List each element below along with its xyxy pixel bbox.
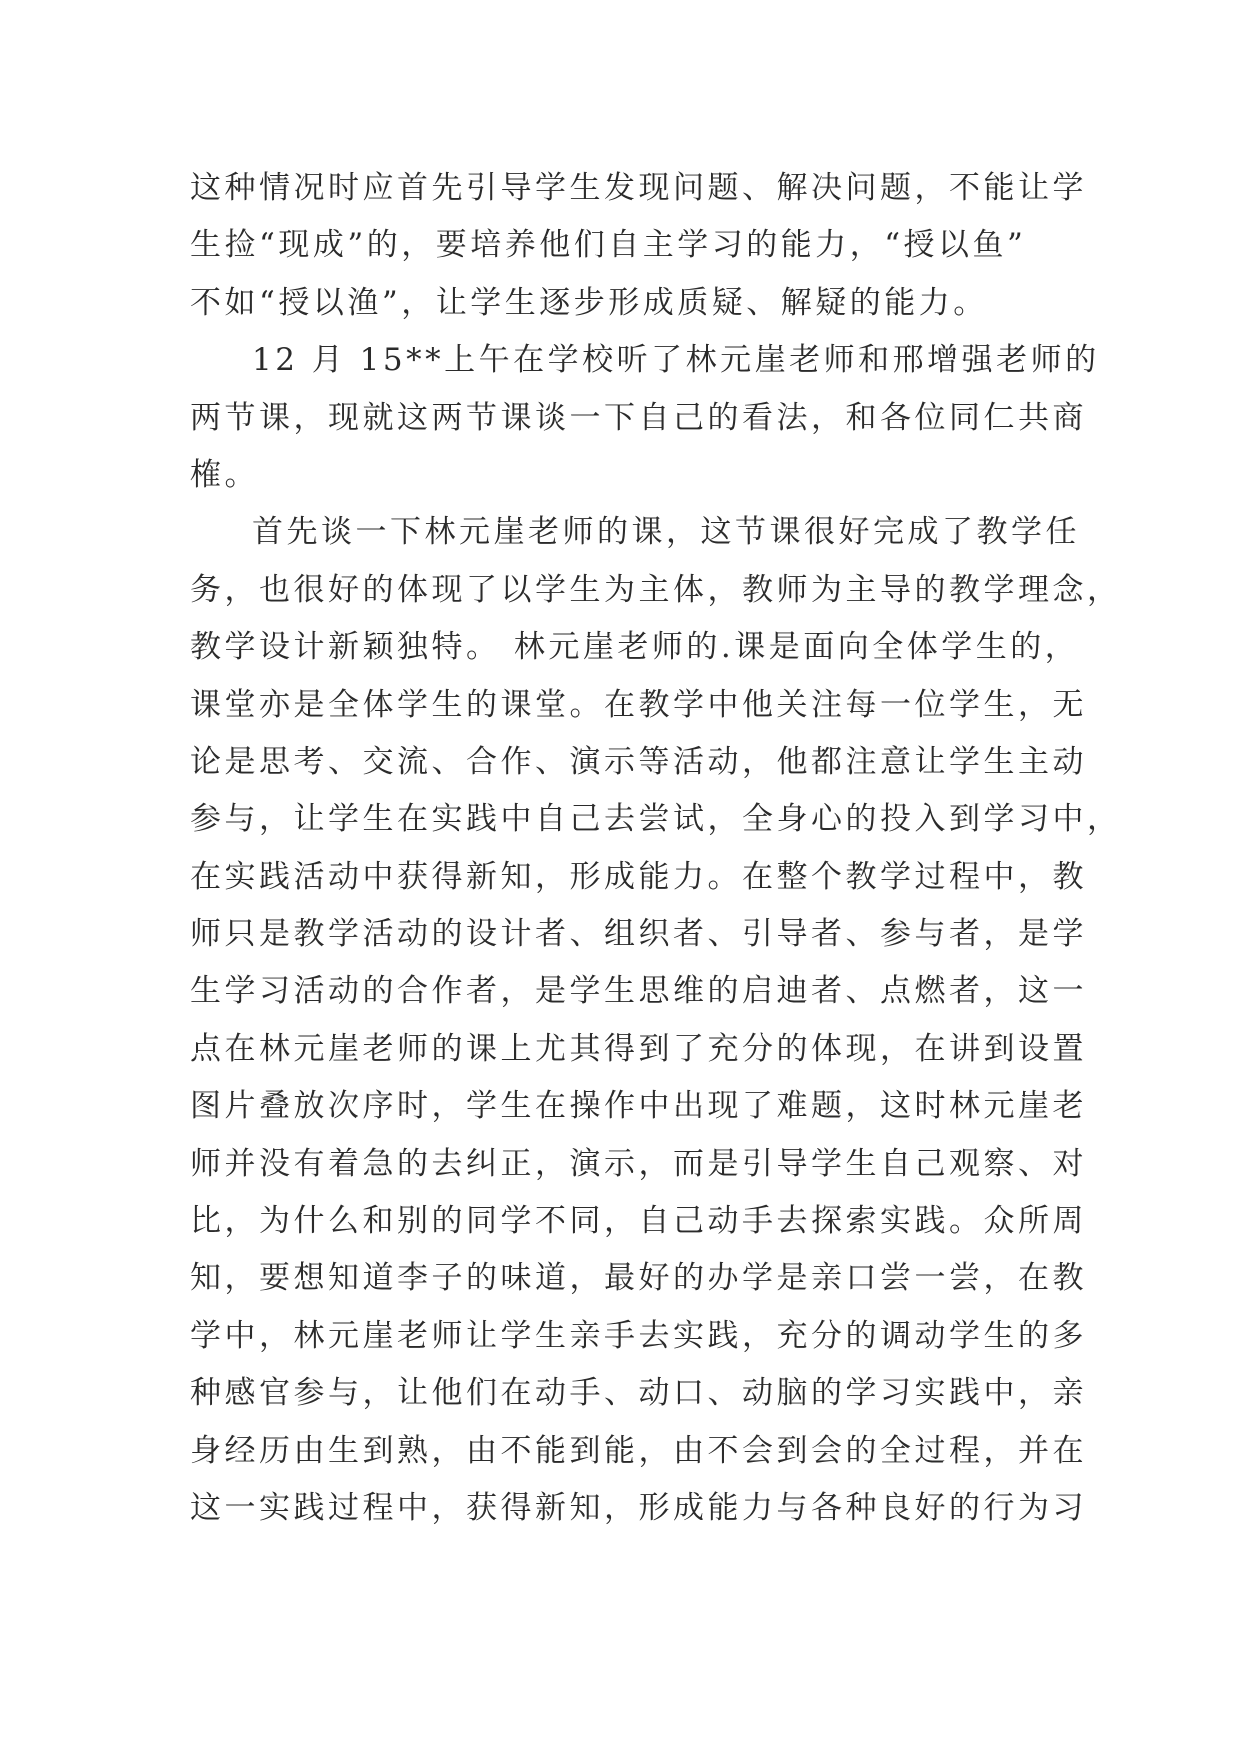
text-line: 这种情况时应首先引导学生发现问题、解决问题，不能让学	[190, 170, 1087, 206]
text-line: 不如“授以渔”，让学生逐步形成质疑、解疑的能力。	[190, 284, 988, 321]
text-line: 生学习活动的合作者，是学生思维的启迪者、点燃者，这一	[190, 973, 1087, 1010]
text-line: 务，也很好的体现了以学生为主体，教师为主导的教学理念，	[190, 571, 1122, 608]
paragraph-start-line: 首先谈一下林元崖老师的课，这节课很好完成了教学任	[252, 514, 1080, 551]
text-line: 师只是教学活动的设计者、组织者、引导者、参与者，是学	[190, 916, 1087, 953]
paragraph-start-line: 12 月 15**上午在学校听了林元崖老师和邢增强老师的	[252, 342, 1100, 379]
text-line: 参与，让学生在实践中自己去尝试，全身心的投入到学习中，	[190, 801, 1122, 838]
text-line: 两节课，现就这两节课谈一下自己的看法，和各位同仁共商	[190, 399, 1087, 436]
text-line: 学中，林元崖老师让学生亲手去实践，充分的调动学生的多	[190, 1317, 1087, 1354]
text-line: 点在林元崖老师的课上尤其得到了充分的体现，在讲到设置	[190, 1030, 1087, 1067]
text-line: 种感官参与，让他们在动手、动口、动脑的学习实践中，亲	[190, 1375, 1087, 1412]
text-line: 榷。	[190, 456, 259, 493]
text-line: 图片叠放次序时，学生在操作中出现了难题，这时林元崖老	[190, 1088, 1087, 1125]
text-line: 生捡“现成”的，要培养他们自主学习的能力，“授以鱼”	[190, 227, 1027, 264]
text-line: 身经历由生到熟，由不能到能，由不会到会的全过程，并在	[190, 1432, 1087, 1469]
text-line: 教学设计新颖独特。 林元崖老师的.课是面向全体学生的，	[190, 629, 1080, 666]
text-line: 论是思考、交流、合作、演示等活动，他都注意让学生主动	[190, 743, 1087, 780]
text-line: 这一实践过程中，获得新知，形成能力与各种良好的行为习	[190, 1489, 1087, 1526]
text-line: 知，要想知道李子的味道，最好的办学是亲口尝一尝，在教	[190, 1260, 1087, 1297]
text-line: 比，为什么和别的同学不同，自己动手去探索实践。众所周	[190, 1203, 1087, 1240]
text-line: 在实践活动中获得新知，形成能力。在整个教学过程中，教	[190, 858, 1087, 895]
text-line: 师并没有着急的去纠正，演示，而是引导学生自己观察、对	[190, 1145, 1087, 1182]
document-body	[190, 160, 1122, 1537]
text-line: 课堂亦是全体学生的课堂。在教学中他关注每一位学生，无	[190, 686, 1087, 723]
